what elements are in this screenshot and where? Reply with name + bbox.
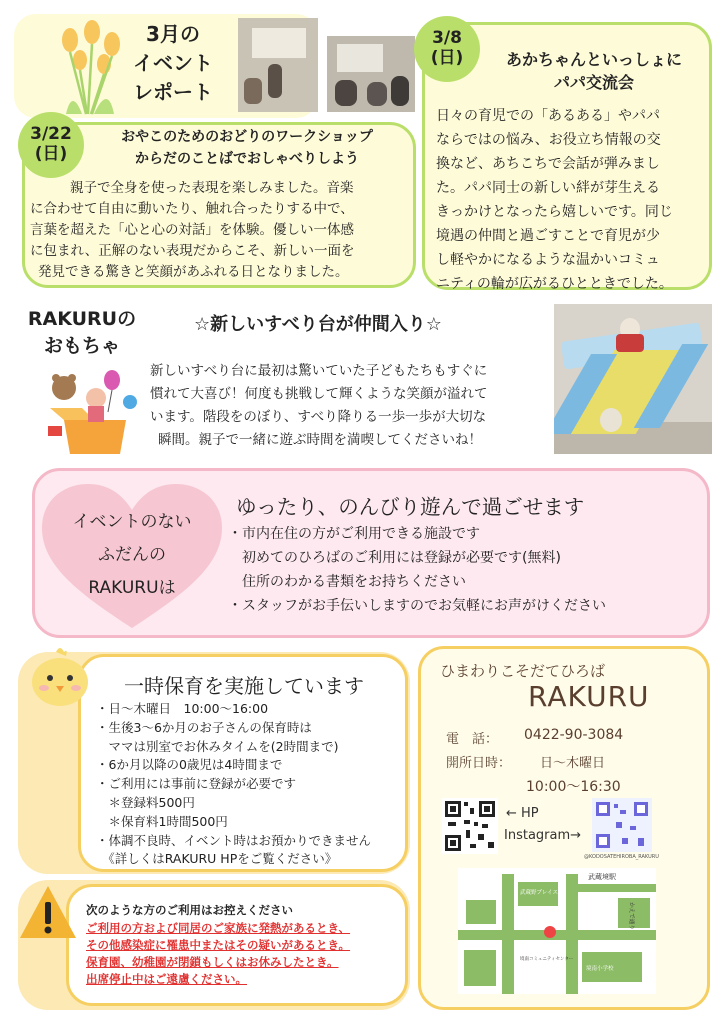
childcare-title: 一時保育を実施しています	[124, 674, 364, 698]
hp-qr-code[interactable]	[442, 798, 498, 854]
access-map	[458, 868, 656, 994]
open-days: 日～木曜日	[540, 756, 606, 771]
map-label-community: 境南コミュニティセンター	[520, 957, 574, 962]
map-label-place: 武蔵野プレイス	[520, 890, 558, 896]
toy-box-illustration	[42, 368, 142, 456]
warning-icon	[18, 884, 78, 940]
open-hours: 10:00～16:30	[526, 779, 621, 795]
hours-label: 開所日時：	[446, 756, 512, 771]
org-name: ひまわりこそだてひろば	[440, 662, 606, 680]
phone-number: 0422-90-3084	[524, 727, 624, 743]
slide-photo	[554, 304, 712, 454]
dance-title: おやこのためのおどりのワークショップ からだのことばでおしゃべりしよう	[121, 129, 373, 167]
hp-label: ← HP	[506, 806, 539, 821]
instagram-qr-code[interactable]	[592, 798, 652, 852]
toy-body: 新しいすべり台に最初は驚いていた子どもたちもすぐに 慣れて大喜び！何度も挑戦して輝くような笑顔が溢れて います。階段をのぼり、すべり降りる一歩一歩が大切な 瞬間。親子で一緒に遊ぶ時間を満喫してくださいね！	[150, 363, 488, 448]
instagram-label: Instagram→	[504, 828, 582, 843]
warning-list: ご利用の方および同居のご家族に発熱があるとき、 その他感染症に罹患中またはその疑いがあるとき。 保育園、幼稚園が閉鎖もしくはお休みしたとき。 出席停止中はご遠慮ください。	[86, 921, 351, 986]
papa-body: 日々の育児での「あるある」やパパ ならではの悩み、お役立ち情報の交 換など、あちこちで会話が弾みまし た。パパ同士の新しい絆が芽生える きっかけとなったら嬉しいです。同じ 境遇の仲間と過ごすことで育児が少 し軽やかになるような温かいコミュ ニティの輪が広がるひとときでした。	[436, 108, 673, 292]
map-station-label: 武蔵境駅	[588, 873, 616, 881]
heart-text: イベントのない ふだんの RAKURUは	[72, 512, 192, 598]
workshop-photo-2	[327, 36, 415, 112]
instagram-handle: @KODOSATEHIROBA_RAKURU	[584, 854, 659, 860]
brand-name: RAKURU	[528, 680, 650, 713]
childcare-list: ・日～木曜日 10:00～16:00 ・生後3～6か月のお子さんの保育時は ママは別室でお休みタイムを(2時間まで) ・6か月以降の0歳児は4時間まで ・ご利用には事前に登録が必要です ＊登録料500円 ＊保育料1時間500円 ・体調不良時、イベント時はお預かりできません 《詳しくはRAKURU HPをご覧ください》	[96, 701, 372, 867]
report-title: 3月の イベント レポート	[133, 22, 213, 104]
dance-body: 親子で全身を使った表現を楽しみました。音楽 に合わせて自由に動いたり、触れ合ったりする中で、 言葉を超えた「心と心の対話」を体験。優しい一体感 に包まれ、正解のない表現だからこそ、新しい一面を 発見できる驚きと笑顔があふれる日となりました。	[30, 180, 355, 280]
workshop-photo-1	[238, 18, 318, 112]
map-label-street: かえで通り	[627, 902, 634, 930]
papa-date-badge: 3/8 (日)	[414, 16, 480, 82]
everyday-list: ・市内在住の方がご利用できる施設です 初めてのひろばのご利用には登録が必要です(無料) 住所のわかる書類をお持ちください ・スタッフがお手伝いしますのでお気軽にお声がけください	[228, 526, 606, 614]
toy-title: ☆新しいすべり台が仲間入り☆	[194, 314, 442, 335]
toy-heading: RAKURUの おもちゃ	[27, 308, 137, 357]
map-label-school: 境南小学校	[586, 966, 614, 972]
dance-date-badge: 3/22 (日)	[18, 112, 84, 178]
everyday-headline: ゆったり、のんびり遊んで過ごせます	[236, 495, 585, 519]
papa-title: あかちゃんといっしょに パパ交流会	[505, 50, 682, 92]
phone-label: 電 話：	[446, 732, 499, 747]
chick-icon	[28, 644, 92, 708]
warning-title: 次のような方のご利用はお控えください	[86, 903, 293, 917]
